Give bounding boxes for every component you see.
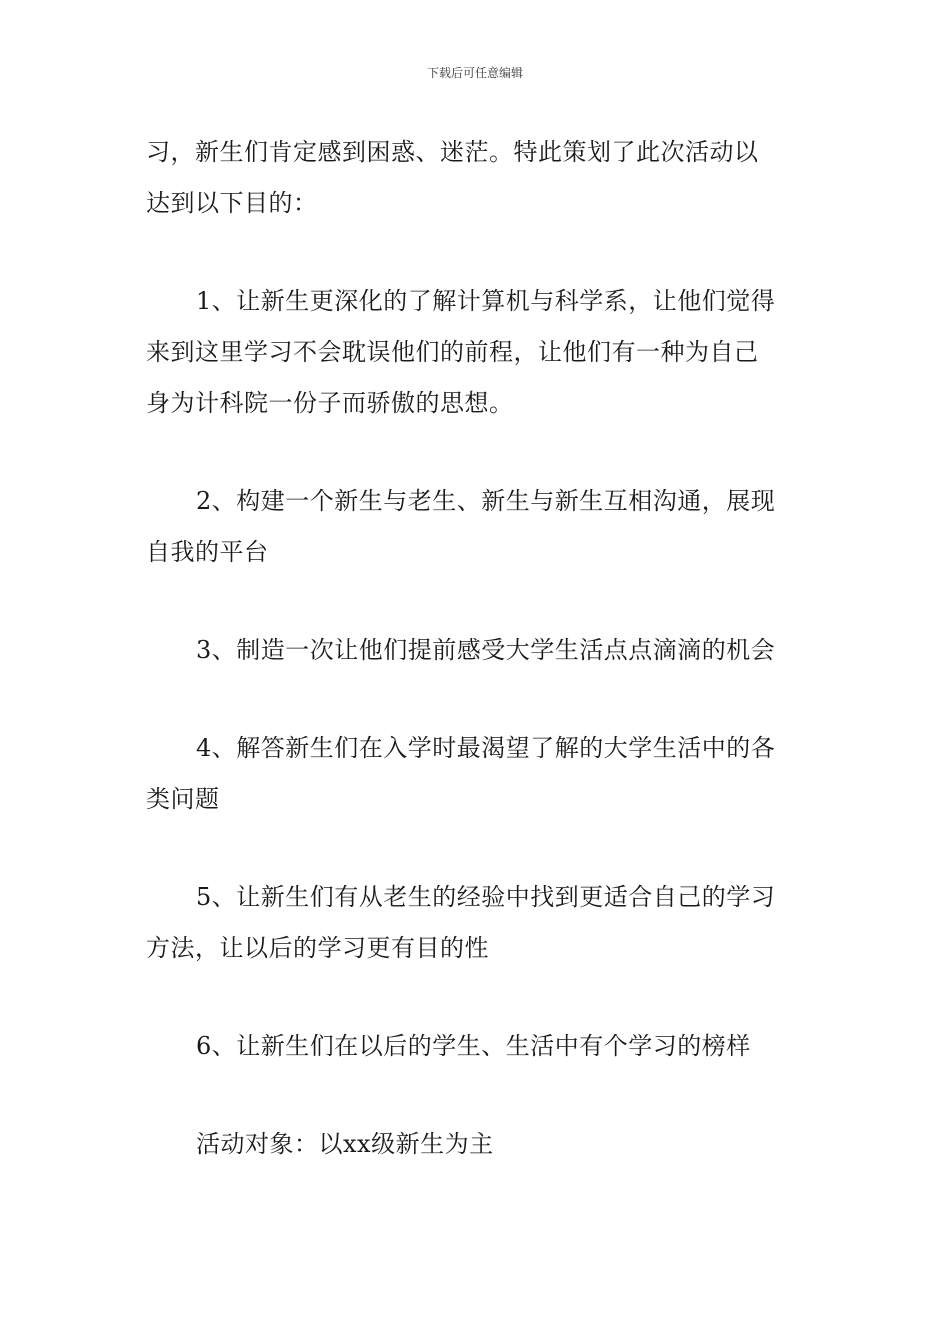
goal-item-4 <box>146 723 810 825</box>
goal-item-5-line-2: 方法，让以后的学习更有目的性 <box>146 934 489 962</box>
goal-item-2 <box>146 476 810 578</box>
document-body <box>146 127 810 1170</box>
goal-item-4-line-1: 4、解答新生们在入学时最渴望了解的大学生活中的各 <box>196 734 776 762</box>
goal-item-1-line-2: 来到这里学习不会耽误他们的前程，让他们有一种为自己 <box>146 338 759 366</box>
goal-item-5 <box>146 872 810 974</box>
intro-line-2: 达到以下目的： <box>146 189 318 217</box>
goal-item-6-line-1: 6、让新生们在以后的学生、生活中有个学习的榜样 <box>196 1032 751 1060</box>
goal-item-1-line-1: 1、让新生更深化的了解计算机与科学系，让他们觉得 <box>196 287 776 315</box>
goal-item-1-line-3: 身为计科院一份子而骄傲的思想。 <box>146 389 514 417</box>
intro-line-1: 习，新生们肯定感到困惑、迷茫。特此策划了此次活动以 <box>146 138 759 166</box>
goal-item-2-line-1: 2、构建一个新生与老生、新生与新生互相沟通，展现 <box>196 487 776 515</box>
goal-item-4-line-2: 类问题 <box>146 785 220 813</box>
page-header-note: 下载后可任意编辑 <box>426 66 523 80</box>
goal-item-3-line-1: 3、制造一次让他们提前感受大学生活点点滴滴的机会 <box>196 636 776 664</box>
intro-paragraph <box>146 127 810 229</box>
goal-item-6 <box>146 1021 810 1072</box>
goal-item-3 <box>146 625 810 676</box>
activity-target-line: 活动对象：以xx级新生为主 <box>196 1130 494 1158</box>
goal-item-2-line-2: 自我的平台 <box>146 538 269 566</box>
goal-item-1 <box>146 276 810 429</box>
goal-item-5-line-1: 5、让新生们有从老生的经验中找到更适合自己的学习 <box>196 883 776 911</box>
activity-target-paragraph <box>146 1119 810 1170</box>
